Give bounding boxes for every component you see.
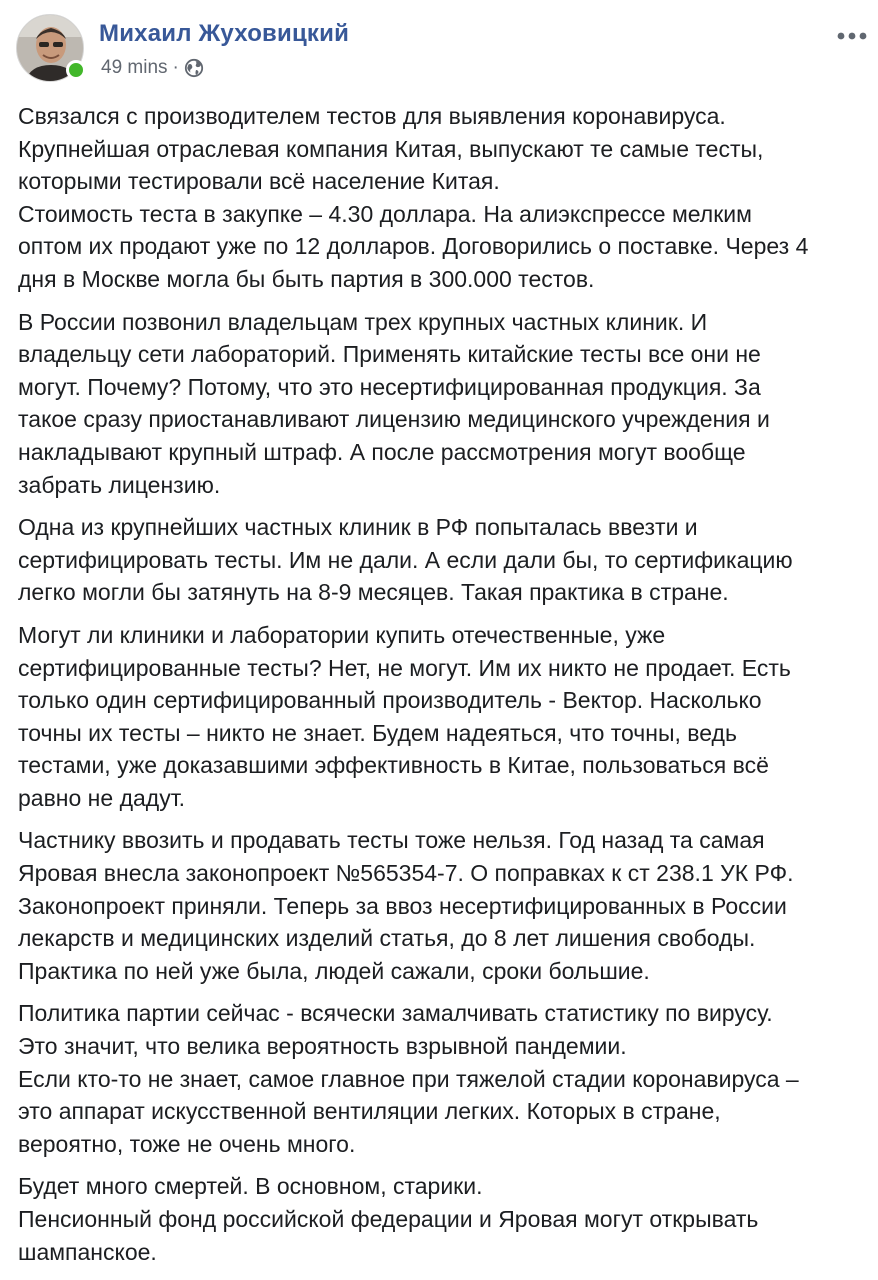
post-text-line: Одна из крупнейших частных клиник в РФ попыталась ввезти и (18, 514, 698, 541)
post-text-line: владельцу сети лабораторий. Применять китайские тесты все они не (18, 341, 761, 368)
post-text-line: это аппарат искусственной вентиляции легких. Которых в стране, (18, 1098, 721, 1125)
post-paragraph (18, 824, 866, 987)
post-paragraph (18, 997, 866, 1160)
post-paragraph (18, 511, 866, 609)
post-text-line: Политика партии сейчас - всячески замалчивать статистику по вирусу. (18, 1000, 773, 1027)
post-paragraph (18, 100, 866, 296)
post-text-line: сертифицированные тесты? Нет, не могут. Им их никто не продает. Есть (18, 654, 791, 681)
post-text-line: Крупнейшая отраслевая компания Китая, выпускают те самые тесты, (18, 135, 764, 162)
post-timestamp[interactable]: 49 mins (101, 57, 168, 78)
post-text-line: Законопроект приняли. Теперь за ввоз несертифицированных в России (18, 892, 787, 919)
post-text-line: Практика по ней уже была, людей сажали, сроки большие. (18, 957, 650, 984)
post-text-line: равно не дадут. (18, 784, 186, 811)
post-text-line: Могут ли клиники и лаборатории купить отечественные, уже (18, 621, 666, 648)
post-paragraph (18, 1170, 866, 1268)
author-name-link[interactable]: Михаил Жуховицкий (99, 20, 350, 47)
post-text-line: Связался с производителем тестов для выявления коронавируса. (18, 103, 726, 129)
post-text-line: оптом их продают уже по 12 долларов. Договорились о поставке. Через 4 (18, 233, 809, 260)
post-text-line: только один сертифицированный производитель - Вектор. Насколько (18, 687, 762, 714)
author-avatar[interactable] (16, 14, 84, 82)
more-horizontal-icon[interactable] (836, 28, 868, 38)
post-meta (101, 56, 204, 80)
post-text-line: сертифицировать тесты. Им не дали. А если дали бы, то сертификацию (18, 546, 793, 573)
post-text-line: В России позвонил владельцам трех крупных частных клиник. И (18, 308, 708, 335)
post-paragraph (18, 619, 866, 815)
post-text-line: легко могли бы затянуть на 8-9 месяцев. Такая практика в стране. (18, 579, 729, 606)
post-text-line: накладывают крупный штраф. А после рассмотрения могут вообще (18, 438, 746, 465)
meta-separator: · (172, 57, 179, 78)
post-paragraph (18, 306, 866, 502)
post-header (0, 0, 878, 100)
post-text-line: Это значит, что велика вероятность взрывной пандемии. (18, 1033, 627, 1060)
post-text-line: Частнику ввозить и продавать тесты тоже нельзя. Год назад та самая (18, 827, 765, 854)
post-text-line: лекарств и медицинских изделий статья, до 8 лет лишения свободы. (18, 925, 756, 952)
post-text-line: Яровая внесла законопроект №565354-7. О поправках к ст 238.1 УК РФ. (18, 860, 794, 887)
post-text-line: Пенсионный фонд российской федерации и Яровая могут открывать (18, 1206, 759, 1232)
post-text-line: такое сразу приостанавливают лицензию медицинского учреждения и (18, 406, 770, 433)
post-text-line: дня в Москве могла бы быть партия в 300.000 тестов. (18, 265, 595, 292)
post-text-line: точны их тесты – никто не знает. Будем надеяться, что точны, ведь (18, 719, 737, 746)
post-text-line: Стоимость теста в закупке – 4.30 доллара. На алиэкспрессе мелким (18, 200, 752, 227)
globe-icon[interactable] (184, 58, 204, 78)
post-text-line: могут. Почему? Потому, что это несертифицированная продукция. За (18, 373, 761, 400)
post-text-line: Если кто-то не знает, самое главное при тяжелой стадии коронавируса – (18, 1065, 799, 1092)
online-status-dot (66, 60, 86, 80)
post-text-line: забрать лицензию. (18, 471, 221, 498)
post-text-line: шампанское. (18, 1238, 157, 1265)
post-text-line: Будет много смертей. В основном, старики. (18, 1173, 483, 1200)
post-text (18, 100, 866, 1278)
post-text-line: тестами, уже доказавшими эффективность в Китае, пользоваться всё (18, 752, 769, 779)
post-text-line: вероятно, тоже не очень много. (18, 1130, 356, 1157)
post-text-line: которыми тестировали всё население Китая. (18, 168, 500, 195)
